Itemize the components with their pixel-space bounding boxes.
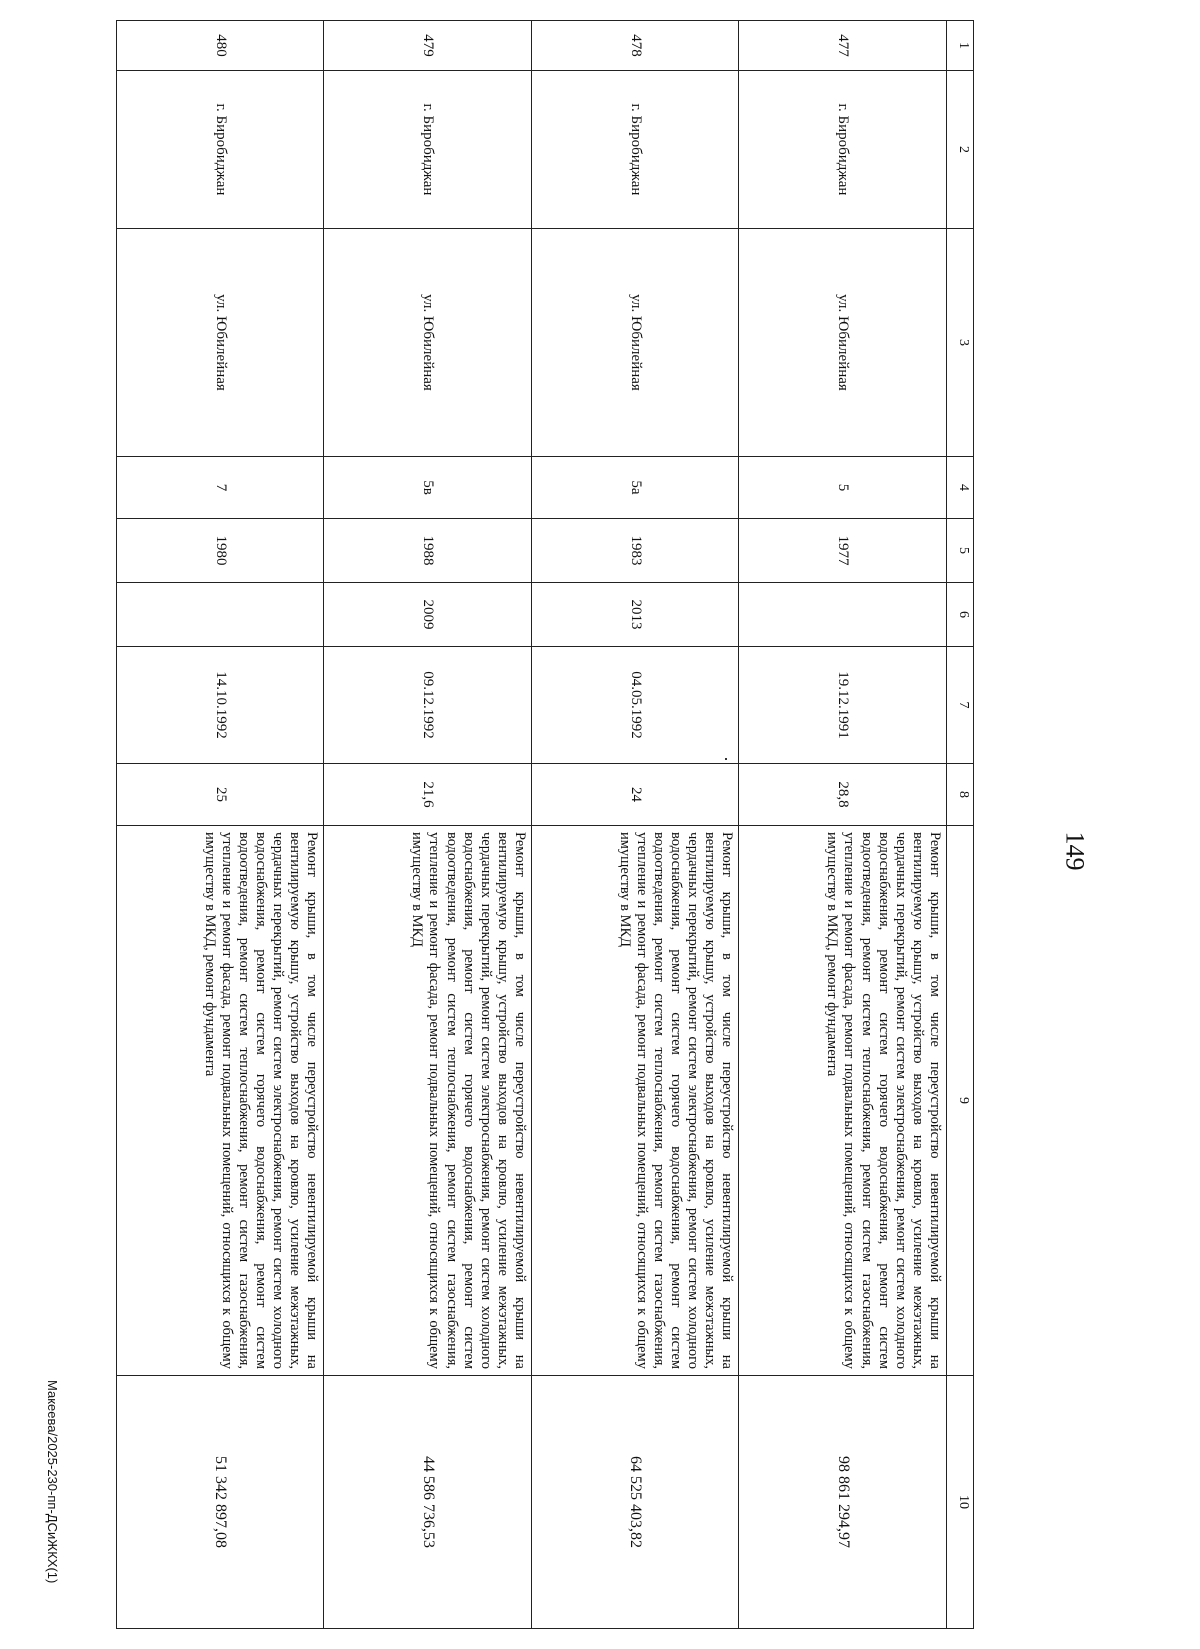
year-repair-cell: 2009 <box>324 583 532 647</box>
street-cell: ул. Юбилейная <box>324 229 532 457</box>
year-repair-cell <box>739 583 947 647</box>
house-number-cell: 5в <box>324 457 532 519</box>
city-cell: г. Биробиджан <box>532 71 740 229</box>
page-number: 149 <box>1060 831 1090 871</box>
column-header: 4 <box>947 457 974 519</box>
works-description-cell: Ремонт крыши, в том числе переустройство невентилируемой крыши на вентилируемую крышу, устройство выходов на кровлю, усиление межэтажных, чердачных перекрытий, ремонт систем электроснабжения, ремонт систем холодного водоснабжения, ремонт систем горячего водоснабжения, ремонт систем водоотведения, ремонт систем теплоснабжения, ремонт систем газоснабжения, утепление и ремонт фасада, ремонт подвальных помещений, относящихся к общему имуществу в МКД, ремонт фундамента <box>117 826 325 1376</box>
city-cell: г. Биробиджан <box>324 71 532 229</box>
year-built-cell: 1983 <box>532 519 740 583</box>
table-row <box>324 21 532 1629</box>
column-number-row <box>947 21 974 1629</box>
works-description-cell: Ремонт крыши, в том числе переустройство невентилируемой крыши на вентилируемую крышу, устройство выходов на кровлю, усиление межэтажных, чердачных перекрытий, ремонт систем электроснабжения, ремонт систем холодного водоснабжения, ремонт систем горячего водоснабжения, ремонт систем водоотведения, ремонт систем теплоснабжения, ремонт систем газоснабжения, утепление и ремонт фасада, ремонт подвальных помещений, относящихся к общему имуществу в МКД <box>324 826 532 1376</box>
column-header: 5 <box>947 519 974 583</box>
cost-cell: 98 861 294,97 <box>739 1376 947 1629</box>
date-cell: 09.12.1992 <box>324 647 532 764</box>
works-description-cell: Ремонт крыши, в том числе переустройство невентилируемой крыши на вентилируемую крышу, устройство выходов на кровлю, усиление межэтажных, чердачных перекрытий, ремонт систем электроснабжения, ремонт систем холодного водоснабжения, ремонт систем горячего водоснабжения, ремонт систем водоотведения, ремонт систем теплоснабжения, ремонт систем газоснабжения, утепление и ремонт фасада, ремонт подвальных помещений, относящихся к общему имуществу в МКД, ремонт фундамента <box>739 826 947 1376</box>
year-repair-cell <box>117 583 325 647</box>
column-header: 7 <box>947 647 974 764</box>
table-row <box>117 21 325 1629</box>
cost-cell: 64 525 403,82 <box>532 1376 740 1629</box>
cost-cell: 44 586 736,53 <box>324 1376 532 1629</box>
column-header: 6 <box>947 583 974 647</box>
table-row <box>739 21 947 1629</box>
column-header: 3 <box>947 229 974 457</box>
row-number: 477 <box>739 21 947 71</box>
share-cell: 21,6 <box>324 764 532 826</box>
year-built-cell: 1988 <box>324 519 532 583</box>
column-header: 1 <box>947 21 974 71</box>
city-cell: г. Биробиджан <box>739 71 947 229</box>
house-number-cell: 5 <box>739 457 947 519</box>
street-cell: ул. Юбилейная <box>739 229 947 457</box>
share-cell: 24 <box>532 764 740 826</box>
city-cell: г. Биробиджан <box>117 71 325 229</box>
row-number: 478 <box>532 21 740 71</box>
share-cell: 25 <box>117 764 325 826</box>
column-header: 8 <box>947 764 974 826</box>
year-built-cell: 1977 <box>739 519 947 583</box>
repair-program-table-container <box>116 20 974 1628</box>
street-cell: ул. Юбилейная <box>532 229 740 457</box>
street-cell: ул. Юбилейная <box>117 229 325 457</box>
date-cell: 04.05.1992 <box>532 647 740 764</box>
repair-program-table <box>116 20 974 1629</box>
row-number: 480 <box>117 21 325 71</box>
column-header: 2 <box>947 71 974 229</box>
date-cell: 14.10.1992 <box>117 647 325 764</box>
column-header: 9 <box>947 826 974 1376</box>
house-number-cell: 7 <box>117 457 325 519</box>
share-cell: 28,8 <box>739 764 947 826</box>
cost-cell: 51 342 897,08 <box>117 1376 325 1629</box>
row-number: 479 <box>324 21 532 71</box>
year-repair-cell: 2013 <box>532 583 740 647</box>
document-code-footer: Макеева/2025-230-пп-ДСиЖКХ(1) <box>45 1380 60 1584</box>
works-description-cell: Ремонт крыши, в том числе переустройство невентилируемой крыши на вентилируемую крышу, устройство выходов на кровлю, усиление межэтажных, чердачных перекрытий, ремонт систем электроснабжения, ремонт систем холодного водоснабжения, ремонт систем горячего водоснабжения, ремонт систем водоотведения, ремонт систем теплоснабжения, ремонт систем газоснабжения, утепление и ремонт фасада, ремонт подвальных помещений, относящихся к общему имуществу в МКД <box>532 826 740 1376</box>
date-cell: 19.12.1991 <box>739 647 947 764</box>
table-row <box>532 21 740 1629</box>
year-built-cell: 1980 <box>117 519 325 583</box>
house-number-cell: 5а <box>532 457 740 519</box>
column-header: 10 <box>947 1376 974 1629</box>
